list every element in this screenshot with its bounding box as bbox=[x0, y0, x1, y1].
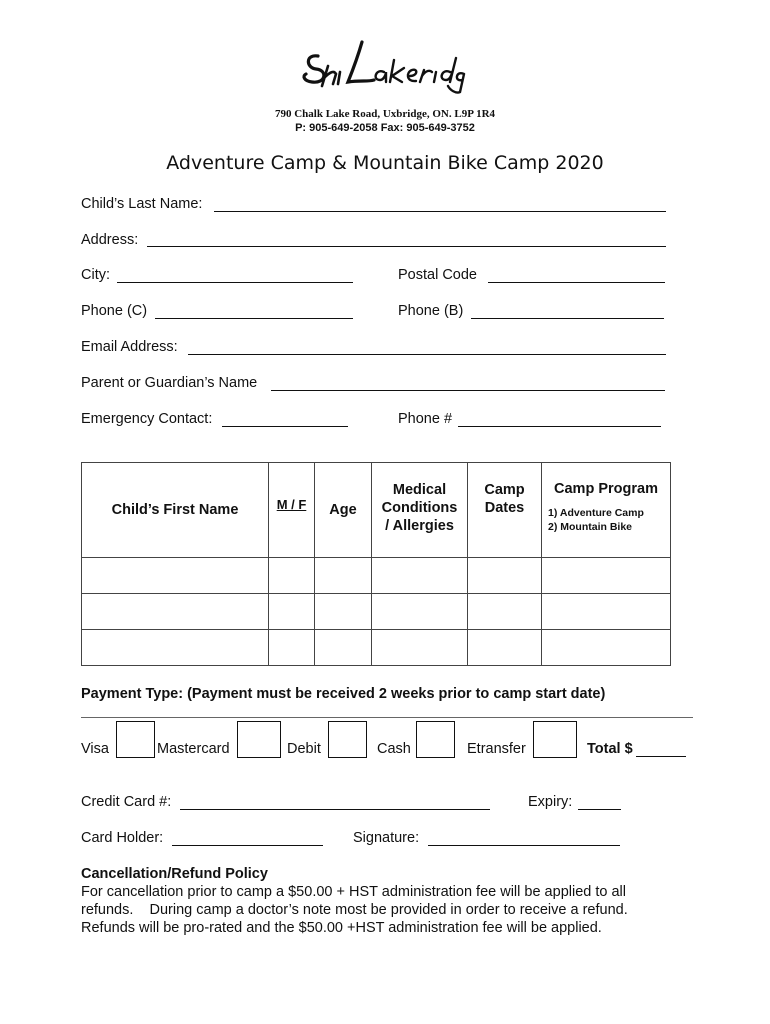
credit-card-field[interactable] bbox=[180, 809, 490, 810]
first-name-cell[interactable] bbox=[82, 594, 269, 630]
form-title: Adventure Camp & Mountain Bike Camp 2020 bbox=[166, 152, 604, 174]
program-cell[interactable] bbox=[542, 594, 671, 630]
table-row bbox=[82, 630, 671, 666]
camp-dates-cell[interactable] bbox=[468, 630, 542, 666]
credit-card-label: Credit Card #: bbox=[81, 794, 172, 810]
last-name-field[interactable] bbox=[214, 211, 666, 212]
last-name-label: Child’s Last Name: bbox=[81, 196, 203, 212]
total-label: Total $ bbox=[587, 741, 633, 757]
address-label: Address: bbox=[81, 232, 139, 248]
signature-label: Signature: bbox=[353, 830, 420, 846]
postal-code-field[interactable] bbox=[488, 282, 665, 283]
medical-cell[interactable] bbox=[372, 630, 468, 666]
guardian-label: Parent or Guardian’s Name bbox=[81, 375, 258, 391]
first-name-cell[interactable] bbox=[82, 630, 269, 666]
medical-cell[interactable] bbox=[372, 558, 468, 594]
etransfer-checkbox[interactable] bbox=[533, 721, 577, 758]
cash-checkbox[interactable] bbox=[416, 721, 455, 758]
camp-dates-cell[interactable] bbox=[468, 594, 542, 630]
debit-checkbox[interactable] bbox=[328, 721, 367, 758]
guardian-field[interactable] bbox=[271, 390, 665, 391]
address-line: 790 Chalk Lake Road, Uxbridge, ON. L9P 1R4 bbox=[274, 108, 496, 120]
first-name-cell[interactable] bbox=[82, 558, 269, 594]
phone-c-field[interactable] bbox=[155, 318, 353, 319]
policy-line-3: Refunds will be pro-rated and the $50.00 +HST administration fee will be applied. bbox=[81, 920, 602, 936]
card-holder-label: Card Holder: bbox=[81, 830, 164, 846]
emergency-contact-field[interactable] bbox=[222, 426, 348, 427]
etransfer-label: Etransfer bbox=[467, 741, 526, 757]
phone-b-field[interactable] bbox=[471, 318, 664, 319]
mf-cell[interactable] bbox=[269, 558, 315, 594]
mastercard-checkbox[interactable] bbox=[237, 721, 281, 758]
col-mf: M / F bbox=[269, 463, 315, 558]
table-header-row bbox=[82, 463, 671, 558]
debit-label: Debit bbox=[287, 741, 321, 757]
policy-line-2: refunds. During camp a doctor’s note most be provided in order to receive a refund. bbox=[81, 902, 628, 918]
col-program: Camp Program 1) Adventure Camp 2) Mountain Bike bbox=[542, 463, 671, 558]
expiry-field[interactable] bbox=[578, 809, 621, 810]
email-label: Email Address: bbox=[81, 339, 178, 355]
ski-lakeridge-logo bbox=[300, 36, 470, 94]
phone-fax-line: P: 905-649-2058 Fax: 905-649-3752 bbox=[295, 122, 475, 134]
expiry-label: Expiry: bbox=[528, 794, 573, 810]
col-medical: Medical Conditions / Allergies bbox=[372, 463, 468, 558]
card-holder-field[interactable] bbox=[172, 845, 323, 846]
cash-label: Cash bbox=[377, 741, 411, 757]
signature-field[interactable] bbox=[428, 845, 620, 846]
mf-cell[interactable] bbox=[269, 594, 315, 630]
col-age: Age bbox=[315, 463, 372, 558]
phone-c-label: Phone (C) bbox=[81, 303, 148, 319]
col-first-name: Child’s First Name bbox=[82, 463, 269, 558]
policy-heading: Cancellation/Refund Policy bbox=[81, 866, 268, 882]
policy-line-1: For cancellation prior to camp a $50.00 + HST administration fee will be applied to all bbox=[81, 884, 626, 900]
visa-label: Visa bbox=[81, 741, 109, 757]
camp-dates-cell[interactable] bbox=[468, 558, 542, 594]
mastercard-label: Mastercard bbox=[157, 741, 230, 757]
col-camp-dates: Camp Dates bbox=[468, 463, 542, 558]
city-label: City: bbox=[81, 267, 110, 283]
medical-cell[interactable] bbox=[372, 594, 468, 630]
program-cell[interactable] bbox=[542, 630, 671, 666]
payment-heading: Payment Type: (Payment must be received 2 weeks prior to camp start date) bbox=[81, 686, 606, 702]
email-field[interactable] bbox=[188, 354, 666, 355]
payment-divider bbox=[81, 717, 693, 718]
postal-code-label: Postal Code bbox=[398, 267, 477, 283]
program-option-1: 1) Adventure Camp bbox=[548, 507, 644, 519]
age-cell[interactable] bbox=[315, 594, 372, 630]
table-row bbox=[82, 558, 671, 594]
mf-cell[interactable] bbox=[269, 630, 315, 666]
visa-checkbox[interactable] bbox=[116, 721, 155, 758]
emergency-contact-label: Emergency Contact: bbox=[81, 411, 213, 427]
emergency-phone-label: Phone # bbox=[398, 411, 453, 427]
city-field[interactable] bbox=[117, 282, 353, 283]
total-field[interactable] bbox=[636, 756, 686, 757]
age-cell[interactable] bbox=[315, 558, 372, 594]
age-cell[interactable] bbox=[315, 630, 372, 666]
program-cell[interactable] bbox=[542, 558, 671, 594]
table-row bbox=[82, 594, 671, 630]
phone-b-label: Phone (B) bbox=[398, 303, 464, 319]
address-field[interactable] bbox=[147, 246, 666, 247]
children-table bbox=[81, 462, 671, 666]
emergency-phone-field[interactable] bbox=[458, 426, 661, 427]
program-option-2: 2) Mountain Bike bbox=[548, 521, 633, 533]
